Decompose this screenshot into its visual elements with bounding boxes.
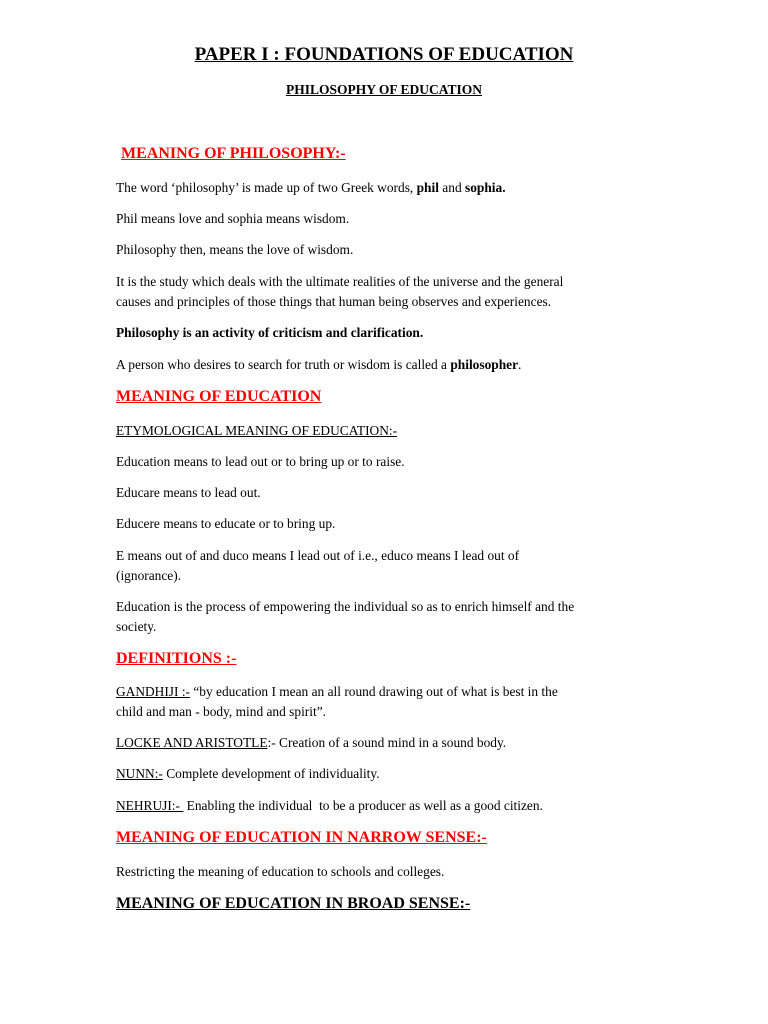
education-paragraph-3: Educere means to educate or to bring up. <box>116 516 336 531</box>
philosophy-paragraph-1 <box>116 178 506 198</box>
text: and <box>438 180 465 195</box>
philosophy-paragraph-2: Phil means love and sophia means wisdom. <box>116 211 350 226</box>
bold-term-philosopher: philosopher <box>450 357 519 372</box>
education-paragraph-5-line-1: Education is the process of empowering the individual so as to enrich himself and the <box>116 599 575 614</box>
heading-meaning-of-education: MEANING OF EDUCATION <box>116 388 322 405</box>
page-subtitle: PHILOSOPHY OF EDUCATION <box>285 82 482 97</box>
text: “by education I mean an all round drawing out of what is best in the <box>190 684 558 699</box>
education-paragraph-4-line-2: (ignorance). <box>116 568 182 583</box>
definition-nunn <box>116 764 380 784</box>
definition-label-locke-aristotle: LOCKE AND ARISTOTLE <box>116 735 268 750</box>
text: . <box>518 357 522 372</box>
text: The word ‘philosophy’ is made up of two Greek words, <box>116 180 417 195</box>
text: :- Creation of a sound mind in a sound body. <box>267 735 507 750</box>
definition-gandhiji-line-1 <box>116 682 558 702</box>
philosophy-paragraph-6 <box>116 355 521 375</box>
definition-label-nunn: NUNN:- <box>116 766 163 781</box>
education-paragraph-4-line-1: E means out of and duco means I lead out of i.e., educo means I lead out of <box>116 548 520 563</box>
heading-narrow-sense: MEANING OF EDUCATION IN NARROW SENSE:- <box>116 829 487 846</box>
bold-term-sophia: sophia. <box>464 180 506 195</box>
definition-label-gandhiji: GANDHIJI :- <box>116 684 191 699</box>
heading-meaning-of-philosophy: MEANING OF PHILOSOPHY:- <box>121 145 346 162</box>
philosophy-paragraph-4-line-1: It is the study which deals with the ultimate realities of the universe and the general <box>116 274 564 289</box>
heading-definitions: DEFINITIONS :- <box>116 650 237 667</box>
definition-gandhiji-line-2: child and man - body, mind and spirit”. <box>116 704 326 719</box>
definition-nehruji <box>116 796 543 816</box>
bold-term-phil: phil <box>416 180 439 195</box>
education-paragraph-1: Education means to lead out or to bring up or to raise. <box>116 454 405 469</box>
heading-etymological-meaning: ETYMOLOGICAL MEANING OF EDUCATION:- <box>116 423 398 438</box>
page-title: PAPER I : FOUNDATIONS OF EDUCATION <box>194 44 574 65</box>
philosophy-paragraph-4-line-2: causes and principles of those things that human being observes and experiences. <box>116 294 552 309</box>
definition-label-nehruji: NEHRUJI:- <box>116 798 184 813</box>
definition-locke-aristotle <box>116 733 506 753</box>
education-paragraph-5-line-2: society. <box>116 619 157 634</box>
narrow-sense-paragraph: Restricting the meaning of education to schools and colleges. <box>116 864 445 879</box>
text: Enabling the individual to be a producer as well as a good citizen. <box>183 798 543 813</box>
philosophy-paragraph-3: Philosophy then, means the love of wisdom. <box>116 242 354 257</box>
philosophy-paragraph-5: Philosophy is an activity of criticism and clarification. <box>116 325 424 340</box>
education-paragraph-2: Educare means to lead out. <box>116 485 261 500</box>
heading-broad-sense: MEANING OF EDUCATION IN BROAD SENSE:- <box>116 895 471 912</box>
text: A person who desires to search for truth or wisdom is called a <box>116 357 451 372</box>
text: Complete development of individuality. <box>162 766 380 781</box>
